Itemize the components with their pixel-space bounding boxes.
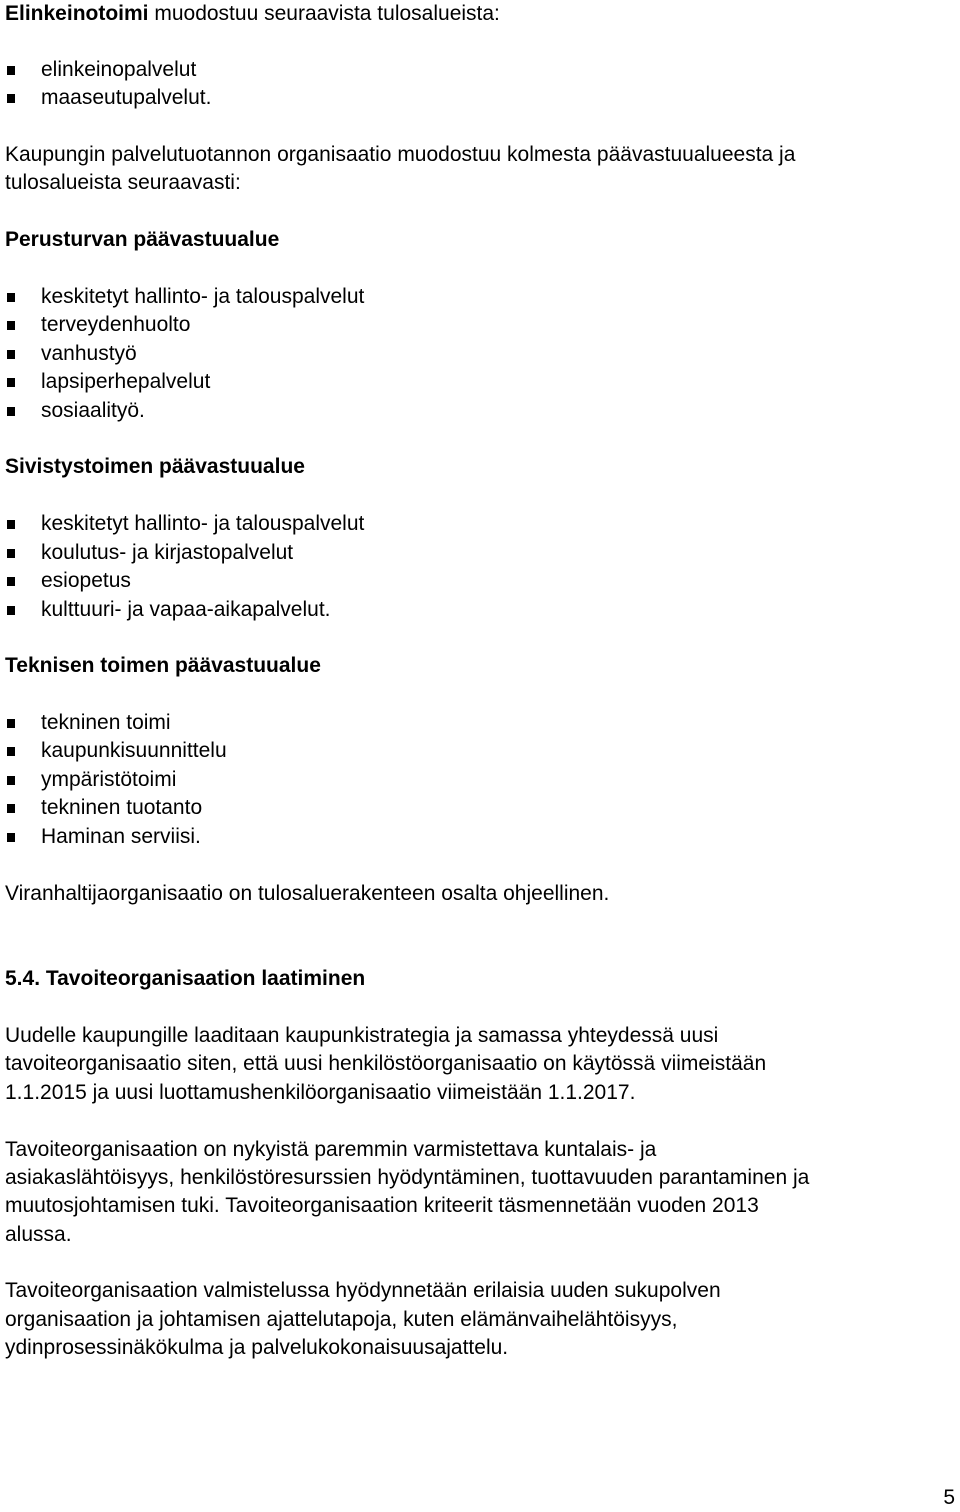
square-bullet-icon (7, 747, 15, 756)
list-item-text: lapsiperhepalvelut (41, 370, 211, 393)
square-bullet-icon (7, 804, 15, 813)
list-item-text: tekninen toimi (41, 711, 171, 734)
paragraph-line: muutosjohtamisen tuki. Tavoiteorganisaation kriteerit täsmennetään vuoden 2013 (5, 1194, 759, 1217)
section-heading: Perusturvan päävastuualue (5, 228, 280, 251)
list-item-text: vanhustyö (41, 342, 137, 365)
paragraph-line: organisaation ja johtamisen ajattelutapoja, kuten elämänvaihelähtöisyys, (5, 1308, 678, 1331)
list-item-text: elinkeinopalvelut (41, 58, 197, 81)
paragraph-line: Uudelle kaupungille laaditaan kaupunkistrategia ja samassa yhteydessä uusi (5, 1024, 719, 1047)
page-number: 5 (943, 1486, 955, 1509)
section-heading: Teknisen toimen päävastuualue (5, 654, 321, 677)
square-bullet-icon (7, 407, 15, 416)
paragraph-line: asiakaslähtöisyys, henkilöstöresurssien hyödyntäminen, tuottavuuden parantaminen ja (5, 1166, 810, 1189)
square-bullet-icon (7, 776, 15, 785)
section-heading: Sivistystoimen päävastuualue (5, 455, 305, 478)
section-title: 5.4. Tavoiteorganisaation laatiminen (5, 967, 366, 990)
intro-rest: muodostuu seuraavista tulosalueista: (148, 2, 500, 25)
paragraph-line: 1.1.2015 ja uusi luottamushenkilöorganisaatio viimeistään 1.1.2017. (5, 1081, 636, 1104)
square-bullet-icon (7, 66, 15, 75)
paragraph-line: Tavoiteorganisaation on nykyistä paremmin varmistettava kuntalais- ja (5, 1138, 657, 1161)
list-item-text: koulutus- ja kirjastopalvelut (41, 541, 294, 564)
list-item-text: keskitetyt hallinto- ja talouspalvelut (41, 285, 365, 308)
square-bullet-icon (7, 606, 15, 615)
paragraph-line: Kaupungin palvelutuotannon organisaatio muodostuu kolmesta päävastuualueesta ja (5, 143, 796, 166)
square-bullet-icon (7, 293, 15, 302)
list-item-text: kaupunkisuunnittelu (41, 739, 227, 762)
square-bullet-icon (7, 833, 15, 842)
square-bullet-icon (7, 719, 15, 728)
list-item-text: ympäristötoimi (41, 768, 177, 791)
square-bullet-icon (7, 350, 15, 359)
square-bullet-icon (7, 378, 15, 387)
paragraph-line: tulosalueista seuraavasti: (5, 171, 241, 194)
square-bullet-icon (7, 577, 15, 586)
square-bullet-icon (7, 94, 15, 103)
list-item-text: Haminan serviisi. (41, 825, 201, 848)
list-item-text: terveydenhuolto (41, 313, 191, 336)
paragraph-line: tavoiteorganisaatio siten, että uusi henkilöstöorganisaatio on käytössä viimeistään (5, 1052, 767, 1075)
intro-bold: Elinkeinotoimi (5, 2, 149, 25)
paragraph-line: ydinprosessinäkökulma ja palvelukokonaisuusajattelu. (5, 1336, 509, 1359)
list-item-text: kulttuuri- ja vapaa-aikapalvelut. (41, 598, 331, 621)
square-bullet-icon (7, 520, 15, 529)
list-item-text: keskitetyt hallinto- ja talouspalvelut (41, 512, 365, 535)
list-item-text: esiopetus (41, 569, 131, 592)
intro-line (5, 0, 500, 28)
paragraph-line: Tavoiteorganisaation valmistelussa hyödynnetään erilaisia uuden sukupolven (5, 1279, 721, 1302)
list-item-text: tekninen tuotanto (41, 796, 203, 819)
paragraph-line: alussa. (5, 1223, 72, 1246)
viranhaltija-note: Viranhaltijaorganisaatio on tulosaluerakenteen osalta ohjeellinen. (5, 882, 610, 905)
square-bullet-icon (7, 549, 15, 558)
list-item-text: maaseutupalvelut. (41, 86, 212, 109)
list-item-text: sosiaalityö. (41, 399, 145, 422)
square-bullet-icon (7, 321, 15, 330)
